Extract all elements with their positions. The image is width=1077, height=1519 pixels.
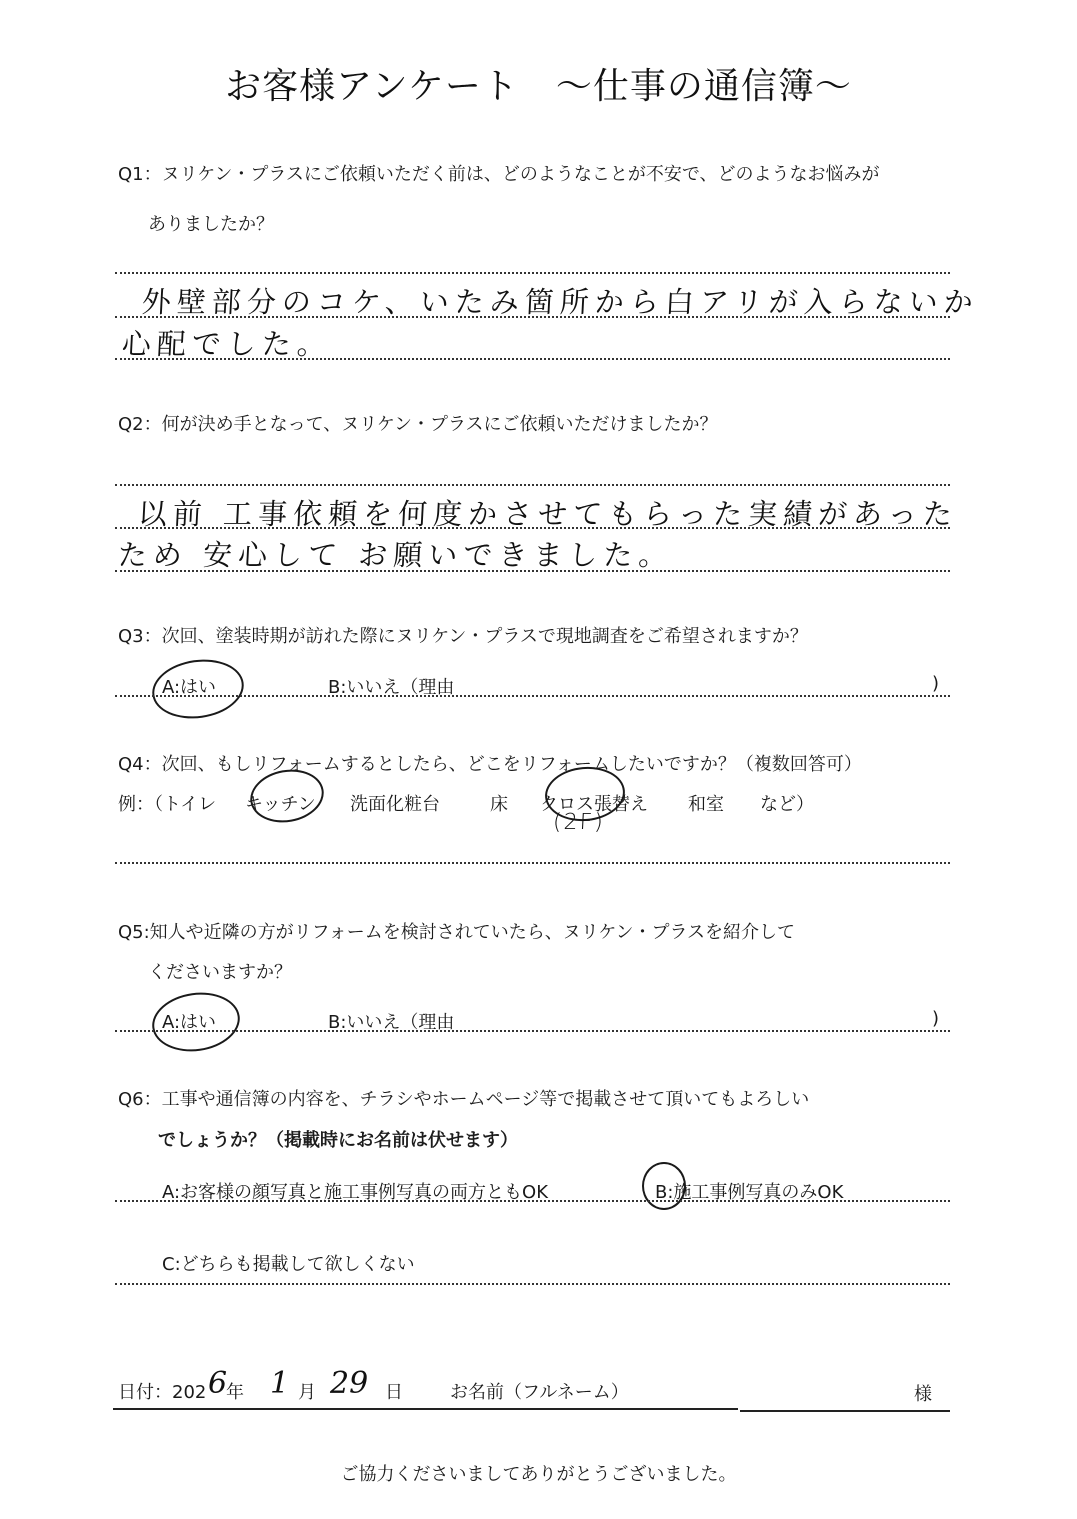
q3-option-b[interactable]: B:いいえ（理由	[328, 677, 455, 698]
q6-answer-rule	[115, 1200, 950, 1202]
name-label: お名前（フルネーム）	[450, 1382, 629, 1403]
q1-answer-line2[interactable]: 心配でした。	[121, 327, 333, 361]
q4-option-wallpaper[interactable]: クロス張替え	[540, 794, 648, 815]
date-day[interactable]: 29	[330, 1366, 369, 1401]
date-month-unit: 月	[298, 1382, 316, 1403]
q5-close-paren: )	[932, 1008, 940, 1029]
q5-option-a[interactable]: A:はい	[162, 1012, 217, 1033]
q2-answer-line1[interactable]: 以前 工事依頼を何度かさせてもらった実績があった	[137, 497, 959, 531]
q6-option-a[interactable]: A:お客様の顔写真と施工事例写真の両方ともOK	[162, 1182, 549, 1203]
q4-answer-rule	[115, 862, 950, 864]
q6-answer-rule	[115, 1283, 950, 1285]
q3-text-line1: Q3：次回、塗装時期が訪れた際にヌリケン・プラスで現地調査をご希望されますか？	[118, 626, 808, 647]
q3-option-a[interactable]: A:はい	[162, 677, 217, 698]
q2-answer-line2[interactable]: ため 安心して お願いできました。	[117, 538, 675, 572]
q1-text-line2: ありましたか？	[148, 214, 274, 235]
q2-answer-rule	[115, 484, 950, 486]
q1-answer-rule	[115, 272, 950, 274]
q5-answer-rule	[115, 1030, 950, 1032]
q5-option-b[interactable]: B:いいえ（理由	[328, 1012, 455, 1033]
date-year-unit: 年	[226, 1382, 244, 1403]
q6-option-c[interactable]: C:どちらも掲載して欲しくない	[162, 1254, 415, 1275]
date-name-rule	[113, 1408, 738, 1410]
q4-option-japanese-room[interactable]: 和室	[688, 794, 724, 815]
name-honorific: 様	[914, 1384, 932, 1405]
date-day-unit: 日	[385, 1382, 403, 1403]
q3-selected-circle	[148, 654, 247, 724]
q5-text-line1: Q5:知人や近隣の方がリフォームを検討されていたら、ヌリケン・プラスを紹介して	[118, 922, 795, 943]
thanks-message: ご協力くださいましてありがとうございました。	[340, 1464, 737, 1485]
q4-option-kitchen[interactable]: キッチン	[245, 794, 316, 815]
date-month[interactable]: 1	[270, 1366, 290, 1401]
q2-answer-rule	[115, 527, 950, 529]
date-year-digit[interactable]: 6	[208, 1366, 228, 1401]
q4-examples-prefix: 例：（トイレ	[118, 794, 217, 815]
q4-option-etc: など）	[760, 794, 814, 815]
survey-title: お客様アンケート ～仕事の通信簿～	[225, 66, 852, 107]
date-label: 日付：202	[118, 1382, 207, 1403]
q1-answer-rule	[115, 358, 950, 360]
q6-option-b[interactable]: B:施工事例写真のみOK	[655, 1182, 844, 1203]
q3-close-paren: )	[932, 673, 940, 694]
q4-option-floor[interactable]: 床	[490, 794, 508, 815]
q1-answer-rule	[115, 316, 950, 318]
q6-selected-circle	[642, 1162, 686, 1210]
q5-text-line2: くださいますか？	[148, 962, 292, 983]
q1-answer-line1[interactable]: 外壁部分のコケ、いたみ箇所から白アリが入らないか	[141, 285, 980, 319]
q3-answer-rule	[115, 695, 950, 697]
q6-text-line1: Q6：工事や通信簿の内容を、チラシやホームページ等で掲載させて頂いてもよろしい	[118, 1089, 810, 1110]
name-input-rule[interactable]	[740, 1410, 950, 1412]
q5-selected-circle	[148, 987, 243, 1057]
q6-text-line2: でしょうか？（掲載時にお名前は伏せます）	[158, 1130, 518, 1151]
q4-handwritten-note: (2F)	[552, 810, 606, 835]
q4-option-washstand[interactable]: 洗面化粧台	[350, 794, 440, 815]
q1-text-line1: Q1：ヌリケン・プラスにご依頼いただく前は、どのようなことが不安で、どのようなお悩みが	[118, 164, 880, 185]
q2-text-line1: Q2：何が決め手となって、ヌリケン・プラスにご依頼いただけましたか？	[118, 414, 718, 435]
q4-text-line1: Q4：次回、もしリフォームするとしたら、どこをリフォームしたいですか？（複数回答可）	[118, 754, 862, 775]
q2-answer-rule	[115, 570, 950, 572]
